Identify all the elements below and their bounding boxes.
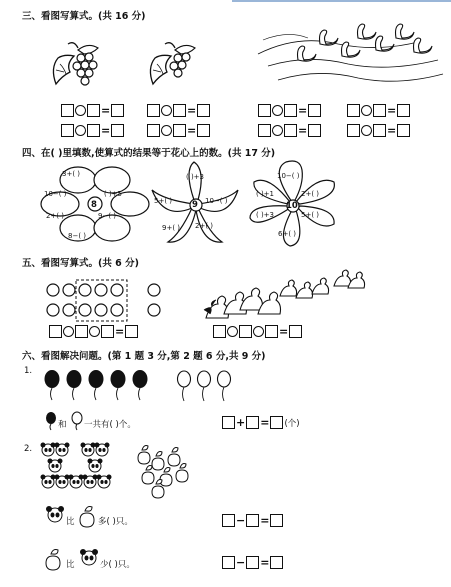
panda-icon — [46, 506, 64, 524]
operator-circle[interactable] — [272, 125, 283, 136]
answer-box[interactable] — [197, 124, 210, 137]
flower-1-petal[interactable]: 3+( ) — [62, 170, 81, 178]
flower-1-petal[interactable]: 2+( ) — [46, 212, 65, 220]
flower-2-petal[interactable]: ( )+3 — [186, 173, 205, 181]
flower-3-petal[interactable]: 2+( ) — [301, 190, 320, 198]
operator-circle[interactable] — [161, 105, 172, 116]
section-5-title: 五、看图写算式。(共 6 分) — [22, 258, 139, 269]
answer-box[interactable] — [147, 124, 160, 137]
pandas-picture — [42, 444, 122, 492]
ducks-picture — [202, 266, 362, 324]
q1-total-text: 一共有( )个。 — [84, 420, 136, 430]
answer-box[interactable] — [147, 104, 160, 117]
answer-box[interactable] — [308, 104, 321, 117]
answer-box[interactable] — [397, 104, 410, 117]
flower-2-petal[interactable]: 2+( ) — [195, 222, 214, 230]
section-6-title: 六、看图解决问题。(第 1 题 3 分,第 2 题 6 分,共 9 分) — [22, 351, 266, 362]
q1-and-text: 和 — [58, 420, 67, 430]
answer-box[interactable] — [173, 124, 186, 137]
flower-3-petal[interactable]: 10−( ) — [277, 172, 300, 180]
answer-box[interactable] — [213, 325, 226, 338]
flower-2-petal[interactable]: 5+( ) — [154, 197, 173, 205]
flower-3-petal[interactable]: ( )+3 — [256, 211, 275, 219]
operator-circle[interactable] — [75, 125, 86, 136]
answer-box[interactable] — [101, 325, 114, 338]
grapes-picture-1 — [48, 40, 113, 98]
operator-circle[interactable] — [272, 105, 283, 116]
answer-box[interactable] — [270, 514, 283, 527]
answer-box[interactable] — [308, 124, 321, 137]
q1-unit: (个) — [284, 418, 300, 429]
answer-box[interactable] — [87, 104, 100, 117]
answer-box[interactable] — [111, 104, 124, 117]
black-balloons-picture — [44, 370, 154, 400]
flower-3-center: 10 — [286, 201, 298, 211]
white-balloon-icon — [70, 412, 84, 430]
answer-box[interactable] — [246, 556, 259, 569]
answer-box[interactable] — [222, 514, 235, 527]
q2-line2-bi: 比 — [66, 560, 75, 570]
operator-circle[interactable] — [361, 105, 372, 116]
operator-circle[interactable] — [361, 125, 372, 136]
flower-3-petal[interactable]: ( )+1 — [256, 190, 275, 198]
circles-picture — [44, 278, 174, 322]
flower-2-center: 9 — [192, 200, 198, 210]
flower-1-petal[interactable]: 9−( ) — [98, 212, 117, 220]
answer-box[interactable] — [61, 124, 74, 137]
answer-box[interactable] — [125, 325, 138, 338]
answer-box[interactable] — [49, 325, 62, 338]
operator-circle[interactable] — [161, 125, 172, 136]
answer-box[interactable] — [284, 104, 297, 117]
s5-equation-1: = — [49, 325, 138, 338]
flower-2-petal[interactable]: 9+( ) — [162, 224, 181, 232]
operator-circle[interactable] — [227, 326, 238, 337]
top-accent-line — [232, 0, 451, 2]
q2-line2-less: 少( )只。 — [100, 560, 135, 570]
operator-circle[interactable] — [75, 105, 86, 116]
chick-icon — [78, 505, 96, 527]
q2-line1-bi: 比 — [66, 517, 75, 527]
answer-box[interactable] — [258, 124, 271, 137]
operator-circle[interactable] — [63, 326, 74, 337]
answer-box[interactable] — [347, 104, 360, 117]
operator-circle[interactable] — [89, 326, 100, 337]
white-balloons-picture — [176, 370, 236, 402]
answer-box[interactable] — [265, 325, 278, 338]
s5-equation-2: = — [213, 325, 302, 338]
operator-circle[interactable] — [253, 326, 264, 337]
answer-box[interactable] — [197, 104, 210, 117]
flower-1-petal[interactable]: 8−( ) — [68, 232, 87, 240]
q2-number: 2. — [24, 444, 33, 454]
flower-3-petal[interactable]: 5+( ) — [301, 211, 320, 219]
s3-equation-7: = — [258, 124, 321, 137]
flower-2-petal[interactable]: 10−( ) — [205, 197, 228, 205]
grapes-picture-2 — [145, 40, 210, 98]
s3-equation-8: = — [347, 124, 410, 137]
answer-box[interactable] — [173, 104, 186, 117]
flower-3-petal[interactable]: 6+( ) — [278, 230, 297, 238]
answer-box[interactable] — [75, 325, 88, 338]
s3-equation-1: = — [61, 104, 124, 117]
flower-1-petal[interactable]: ( )+5 — [104, 190, 123, 198]
s3-equation-2: = — [147, 104, 210, 117]
answer-box[interactable] — [373, 124, 386, 137]
q2-equation-1: − = — [222, 514, 283, 527]
answer-box[interactable] — [284, 124, 297, 137]
answer-box[interactable] — [270, 416, 283, 429]
answer-box[interactable] — [246, 416, 259, 429]
s3-equation-6: = — [147, 124, 210, 137]
q1-equation: + = (个) — [222, 416, 300, 429]
flower-1-petal[interactable]: 10−( ) — [44, 190, 67, 198]
q1-number: 1. — [24, 366, 33, 376]
answer-box[interactable] — [239, 325, 252, 338]
answer-box[interactable] — [270, 556, 283, 569]
section-3-title: 三、看图写算式。(共 16 分) — [22, 11, 146, 22]
chicks-picture — [136, 440, 192, 500]
answer-box[interactable] — [258, 104, 271, 117]
swans-picture — [258, 24, 448, 94]
answer-box[interactable] — [111, 124, 124, 137]
answer-box[interactable] — [347, 124, 360, 137]
answer-box[interactable] — [289, 325, 302, 338]
chick-icon — [44, 548, 62, 570]
q2-equation-2: − = — [222, 556, 283, 569]
answer-box[interactable] — [222, 556, 235, 569]
answer-box[interactable] — [222, 416, 235, 429]
answer-box[interactable] — [397, 124, 410, 137]
answer-box[interactable] — [87, 124, 100, 137]
answer-box[interactable] — [246, 514, 259, 527]
answer-box[interactable] — [61, 104, 74, 117]
answer-box[interactable] — [373, 104, 386, 117]
s3-equation-5: = — [61, 124, 124, 137]
s3-equation-4: = — [347, 104, 410, 117]
s3-equation-3: = — [258, 104, 321, 117]
q2-line1-more: 多( )只。 — [98, 517, 133, 527]
black-balloon-icon — [44, 412, 58, 430]
panda-icon — [80, 549, 98, 567]
section-4-title: 四、在( )里填数,使算式的结果等于花心上的数。(共 17 分) — [22, 148, 276, 159]
flower-1-center: 8 — [91, 200, 97, 210]
